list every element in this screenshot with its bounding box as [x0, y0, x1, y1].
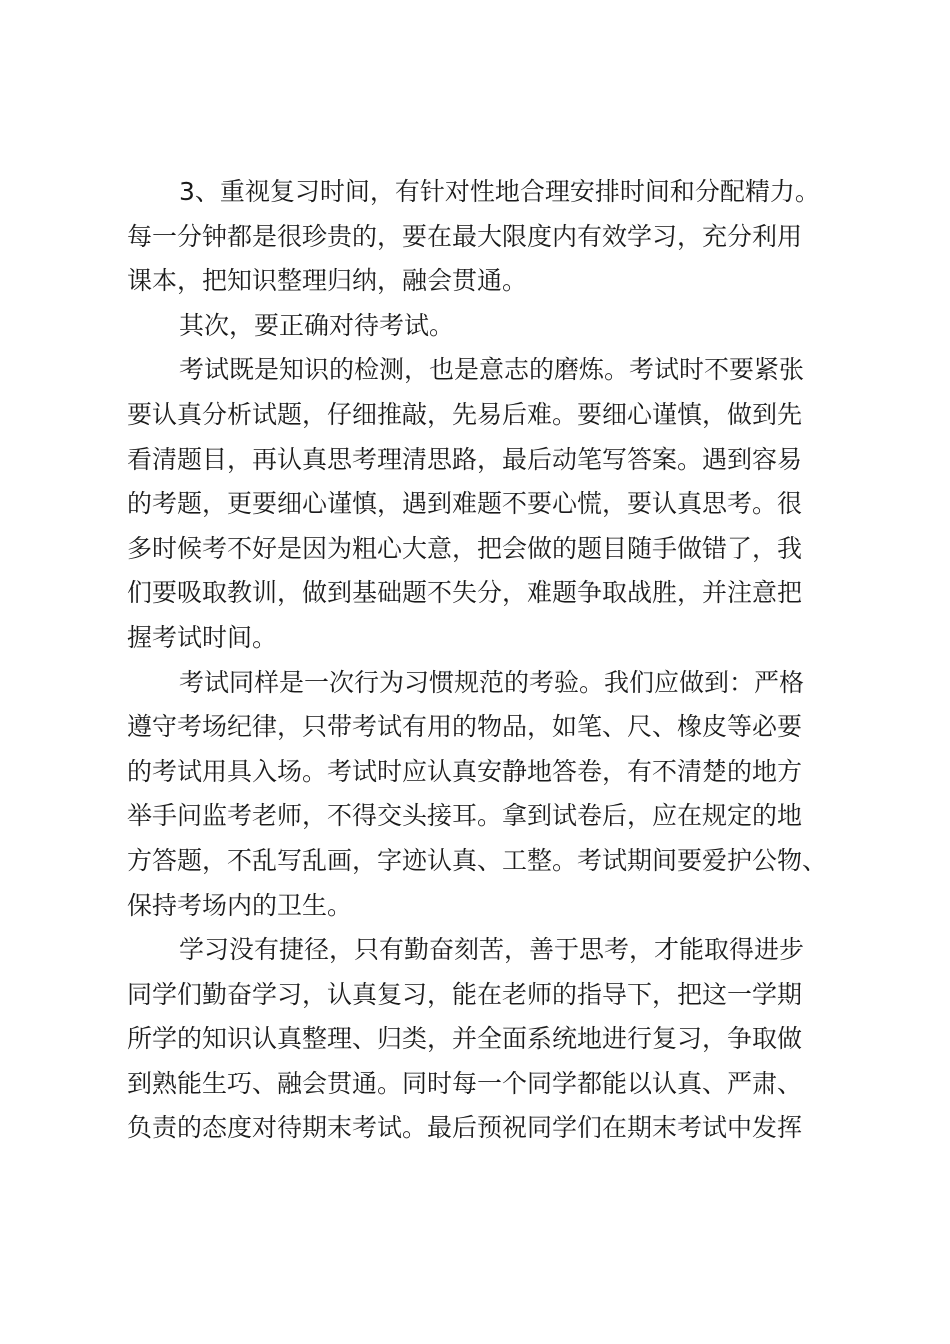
text-line: 每一分钟都是很珍贵的，要在最大限度内有效学习，充分利用 — [127, 221, 803, 251]
text-line: 看清题目，再认真思考理清思路，最后动笔写答案。遇到容易 — [127, 444, 803, 474]
text-line: 学习没有捷径，只有勤奋刻苦，善于思考，才能取得进步 — [179, 935, 805, 965]
text-line: 其次，要正确对待考试。 — [179, 310, 455, 340]
text-line: 要认真分析试题，仔细推敲，先易后难。要细心谨慎，做到先 — [127, 399, 803, 429]
text-line: 同学们勤奋学习，认真复习，能在老师的指导下，把这一学期 — [127, 979, 803, 1009]
text-line: 所学的知识认真整理、归类，并全面系统地进行复习，争取做 — [127, 1024, 803, 1054]
text-line: 方答题，不乱写乱画，字迹认真、工整。考试期间要爱护公物、 — [127, 845, 828, 875]
text-line: 考试同样是一次行为习惯规范的考验。我们应做到：严格 — [179, 667, 805, 697]
text-line: 多时候考不好是因为粗心大意，把会做的题目随手做错了，我 — [127, 533, 803, 563]
text-line: 的考题，更要细心谨慎，遇到难题不要心慌，要认真思考。很 — [127, 489, 803, 519]
text-line: 负责的态度对待期末考试。最后预祝同学们在期末考试中发挥 — [127, 1113, 803, 1143]
text-line: 遵守考场纪律，只带考试有用的物品，如笔、尺、橡皮等必要 — [127, 712, 803, 742]
text-line: 保持考场内的卫生。 — [127, 890, 353, 920]
text-line: 举手问监考老师，不得交头接耳。拿到试卷后，应在规定的地 — [127, 801, 803, 831]
text-line: 握考试时间。 — [127, 622, 278, 652]
text-line: 的考试用具入场。考试时应认真安静地答卷，有不清楚的地方 — [127, 756, 803, 786]
document-body — [127, 170, 847, 1151]
text-line: 3、重视复习时间，有针对性地合理安排时间和分配精力。 — [179, 177, 820, 206]
text-line: 到熟能生巧、融会贯通。同时每一个同学都能以认真、严肃、 — [127, 1068, 803, 1098]
text-line: 课本，把知识整理归纳，融会贯通。 — [127, 266, 528, 296]
text-line: 考试既是知识的检测，也是意志的磨炼。考试时不要紧张 — [179, 355, 805, 385]
text-line: 们要吸取教训，做到基础题不失分，难题争取战胜，并注意把 — [127, 578, 803, 608]
